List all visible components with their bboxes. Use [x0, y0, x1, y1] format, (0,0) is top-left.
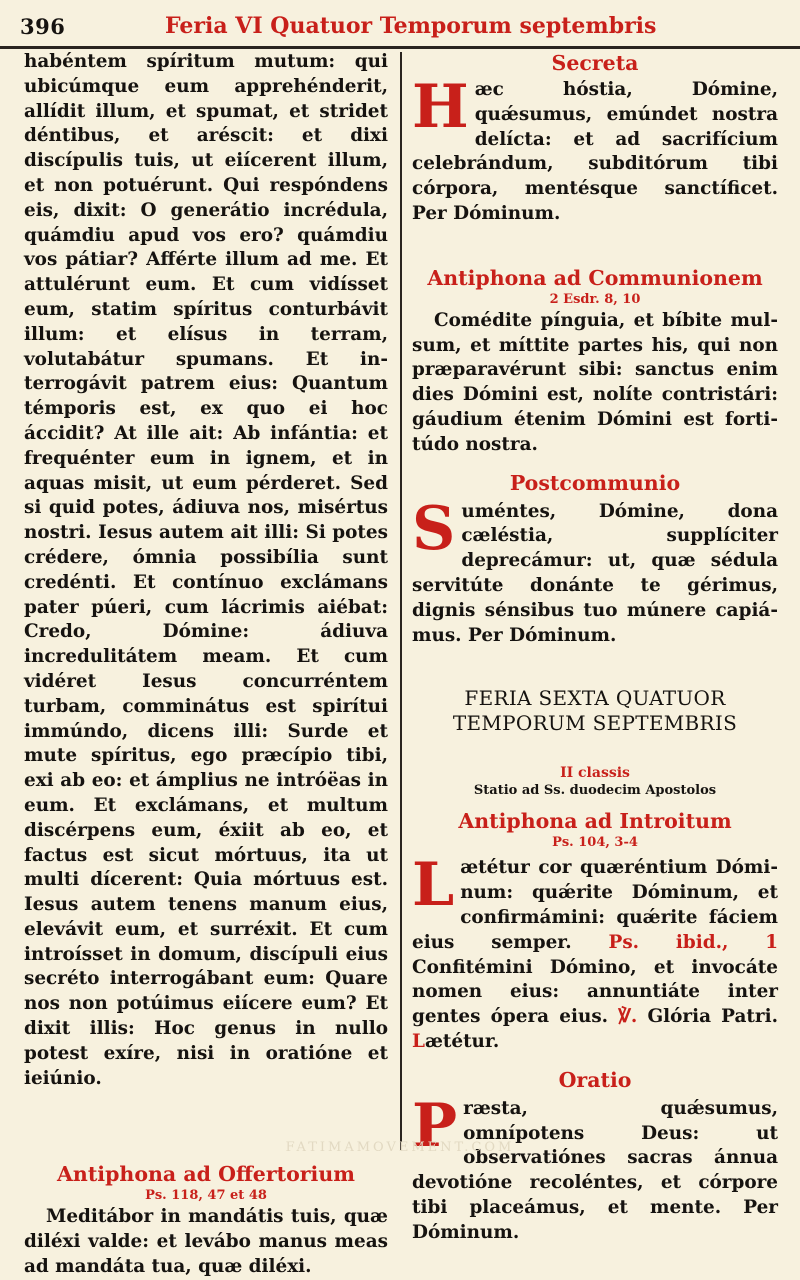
page-number: 396: [20, 14, 66, 39]
postcommunio-text: uméntes, Dómine, dona cæléstia, supplíciter deprecámur: ut, quæ sédula servitúte donánte te gérimus, dignis sénsibus tuo múnere capiámus. Per Dóminum.: [412, 500, 778, 646]
spacer: [412, 800, 778, 808]
secreta-heading: Secreta: [551, 51, 639, 75]
postcommunio-heading: Postcommunio: [509, 470, 681, 495]
oratio-paragraph: [412, 1090, 778, 1246]
introit-heading: Antiphona ad Introitum: [458, 809, 732, 834]
feria-title-line-2: TEMPORUM SEPTEMBRIS: [452, 711, 738, 736]
secreta-initial: H: [412, 72, 469, 142]
postcommunio-initial: S: [412, 493, 456, 564]
offertory-text: Meditábor in mandátis tuis, quæ diléxi valde: et levábo manus meas ad mandáta tua, quæ diléxi.: [24, 1206, 388, 1278]
oratio-text: ræsta, quǽsumus, omnípotens Deus: ut observatiónes sacras ánnua devotióne recoléntes, et córpore tibi placeámus, et mente. Per Dóminum.: [412, 1097, 778, 1243]
spacer: [412, 1055, 778, 1067]
oratio-heading: Oratio: [558, 1067, 632, 1092]
oratio-initial: P: [412, 1090, 458, 1161]
communion-heading: Antiphona ad Communionem: [427, 265, 763, 290]
spacer: [412, 648, 778, 686]
introit-psalm-ref: Ps. ibid., 1: [608, 931, 778, 953]
classis-label: II classis: [560, 765, 630, 782]
introit-text-a: ætétur cor quæréntium Dóminum: quǽrite Dóminum, et confirmámini: quǽrite fáciem eius semper.: [412, 857, 778, 953]
introit-text-b: Confitémini Dómino, et invocáte nomen eius: annuntiáte inter gentes ópera eius.: [412, 956, 778, 1028]
communion-text: Comédite pínguia, et bíbite mulsum, et míttite partes his, qui non præparavérunt sibi: sanctus enim dies Dómini est, nolíte contristári: gáudium étenim Dómini est fortitúdo nostra.: [412, 309, 778, 455]
postcommunio-paragraph: [412, 493, 778, 649]
introit-text-d: ætétur.: [424, 1030, 500, 1052]
running-title: Feria VI Quatuor Temporum septembris: [165, 13, 657, 39]
left-column: [24, 50, 388, 1280]
offertory-heading: Antiphona ad Offertorium: [57, 1162, 355, 1187]
feria-title-line-1: FERIA SEXTA QUATUOR: [464, 686, 726, 711]
page-header: [0, 0, 800, 49]
introit-reference: Ps. 104, 3-4: [552, 835, 638, 851]
gospel-text: habéntem spíritum mutum: qui ubicúmque eum apprehénderit, allídit illum, et spumat, et stridet déntibus, et aréscit: et dixi discípulis tuis, ut eiícerent illum, et non potuérunt. Qui respóndens eis, dixit: O generátio incrédula, quámdiu apud vos ero? quámdiu vos pátiar? Affértе illum ad me. Et attulérunt eum. Et cum vidísset eum, statim spíritus conturbávit illum: et elísus in terram, volutabátur spumans. Et interrogávit patrem eius: Quantum témporis est, ex quo ei hoc áccidit? At ille ait: Ab infántia: et frequénter eum in ignem, et in aquas misit, ut eum pérderet. Sed si quid potes, ádiuva nos, misértus nostri. Iesus autem ait illi: Si potes crédere, ómnia possibília sunt credénti. Et contínuo exclámans pater púeri, cum lácrimis aiébat: Credo, Dómine: ádiuva incredulitátem meam. Et cum vidéret Iesus concurréntem turbam, comminátus est spirítui immúndo, dicens illi: Surde et mute spíritus, ego præcípio tibi, exi ab eo: et ámplius ne intróëas in eum. Et exclámans, et multum discérpens eum, éxiit ab eo, et factus est sicut mórtuus, ita ut multi dícerent: Quia mórtuus est. Iesus autem tenens manum eius, elevávit eum, et surréxit. Et cum introísset in domum, discípuli eius secréto interrogábant eum: Quare nos non potúimus eiícere eum? Et dixit illis: Hoc genus in nullo potest exíre, nisi in oratióne et ieiúnio.: [24, 51, 388, 1089]
introit-repeat-initial: L: [412, 1030, 425, 1052]
secreta-paragraph: [412, 72, 778, 227]
introit-paragraph: [412, 850, 779, 1054]
spacer: [412, 458, 778, 470]
introit-initial: L: [412, 850, 455, 921]
offertory-reference: Ps. 118, 47 et 48: [145, 1188, 267, 1204]
versicle-symbol: ℣.: [618, 1006, 638, 1028]
spacer: [412, 736, 778, 764]
watermark: FATIMAMOVEMENT.COM: [285, 1140, 515, 1155]
right-column: [412, 50, 778, 1246]
spacer: [412, 227, 778, 265]
column-divider: [400, 52, 402, 1150]
statio-label: Statio ad Ss. duodecim Apostolos: [473, 783, 717, 799]
communion-reference: 2 Esdr. 8, 10: [549, 291, 641, 307]
secreta-text: æc hóstia, Dómine, quǽsumus, emúndet nostra delícta: et ad sacrifícium celebrándum, subditórum tibi córpora, mentésque sanctíficet. Per Dóminum.: [412, 79, 778, 224]
introit-text-c: Glória Patri.: [637, 1006, 779, 1028]
